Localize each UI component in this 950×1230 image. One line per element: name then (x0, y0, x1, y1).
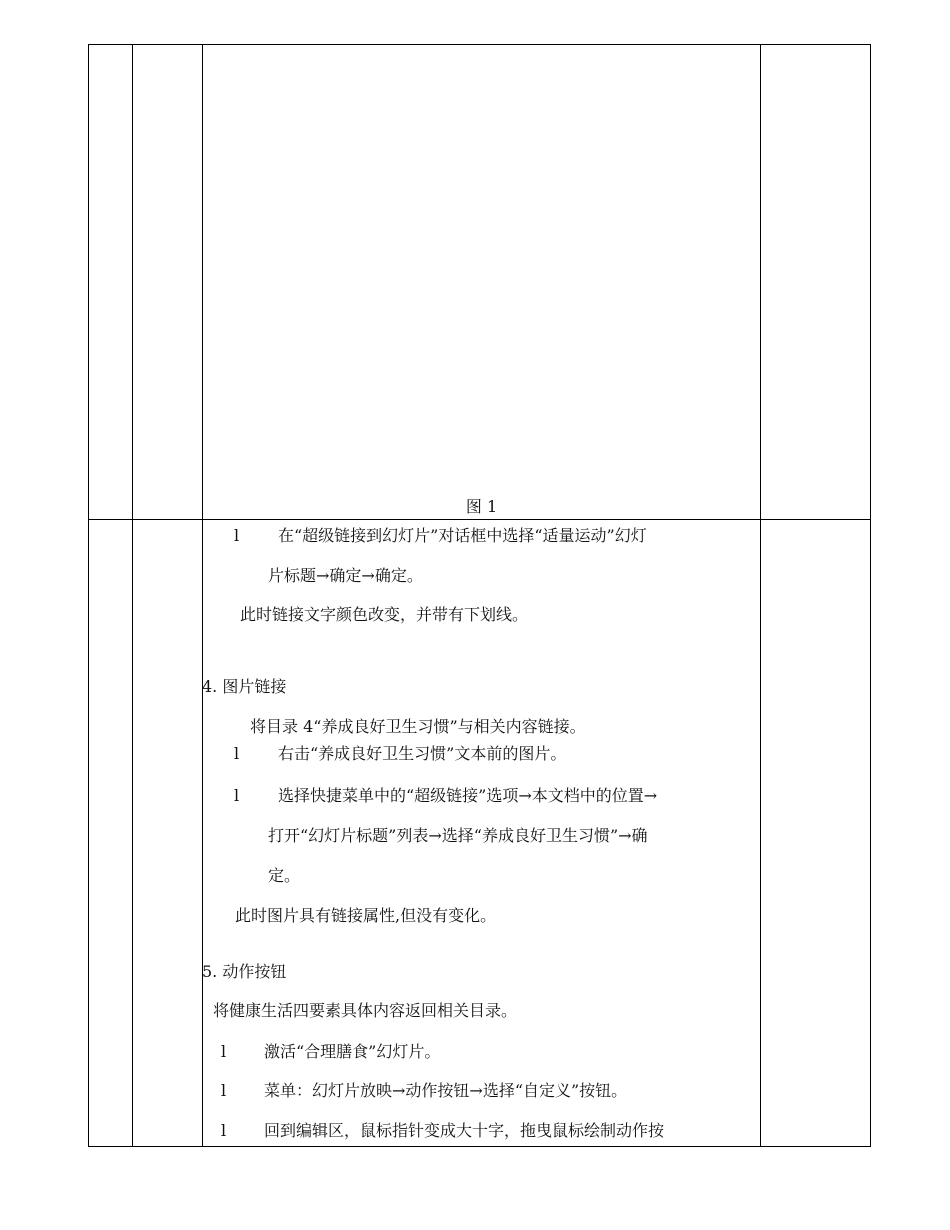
section-intro: 将健康生活四要素具体内容返回相关目录。 (213, 1001, 518, 1020)
column-divider (132, 44, 133, 1147)
note-text: 此时链接文字颜色改变，并带有下划线。 (240, 605, 529, 624)
section-heading: 4. 图片链接 (202, 677, 287, 696)
bullet-marker: l (234, 744, 240, 763)
bullet-text: 菜单：幻灯片放映→动作按钮→选择“自定义”按钮。 (264, 1081, 628, 1100)
bullet-text: 选择快捷菜单中的“超级链接”选项→本文档中的位置→ (278, 786, 658, 805)
bullet-text-continued: 打开“幻灯片标题”列表→选择“养成良好卫生习惯”→确 (268, 826, 648, 845)
bullet-marker: l (221, 1121, 227, 1140)
figure-caption: 图 1 (465, 497, 498, 516)
bullet-text-continued: 定。 (268, 866, 301, 885)
section-intro: 将目录 4“养成良好卫生习惯”与相关内容链接。 (250, 717, 586, 736)
section-heading: 5. 动作按钮 (202, 962, 287, 981)
bullet-text: 激活“合理膳食”幻灯片。 (264, 1042, 441, 1061)
bullet-marker: l (234, 526, 240, 545)
row-divider (88, 519, 871, 520)
column-divider (760, 44, 761, 1147)
bullet-marker: l (221, 1081, 227, 1100)
bullet-text: 回到编辑区，鼠标指针变成大十字，拖曳鼠标绘制动作按 (264, 1121, 665, 1140)
bullet-marker: l (221, 1042, 227, 1061)
bullet-marker: l (234, 786, 240, 805)
note-text: 此时图片具有链接属性,但没有变化。 (235, 906, 497, 925)
bullet-text: 右击“养成良好卫生习惯”文本前的图片。 (278, 744, 567, 763)
bullet-text: 在“超级链接到幻灯片”对话框中选择“适量运动”幻灯 (278, 526, 647, 545)
bullet-text-continued: 片标题→确定→确定。 (268, 566, 423, 585)
